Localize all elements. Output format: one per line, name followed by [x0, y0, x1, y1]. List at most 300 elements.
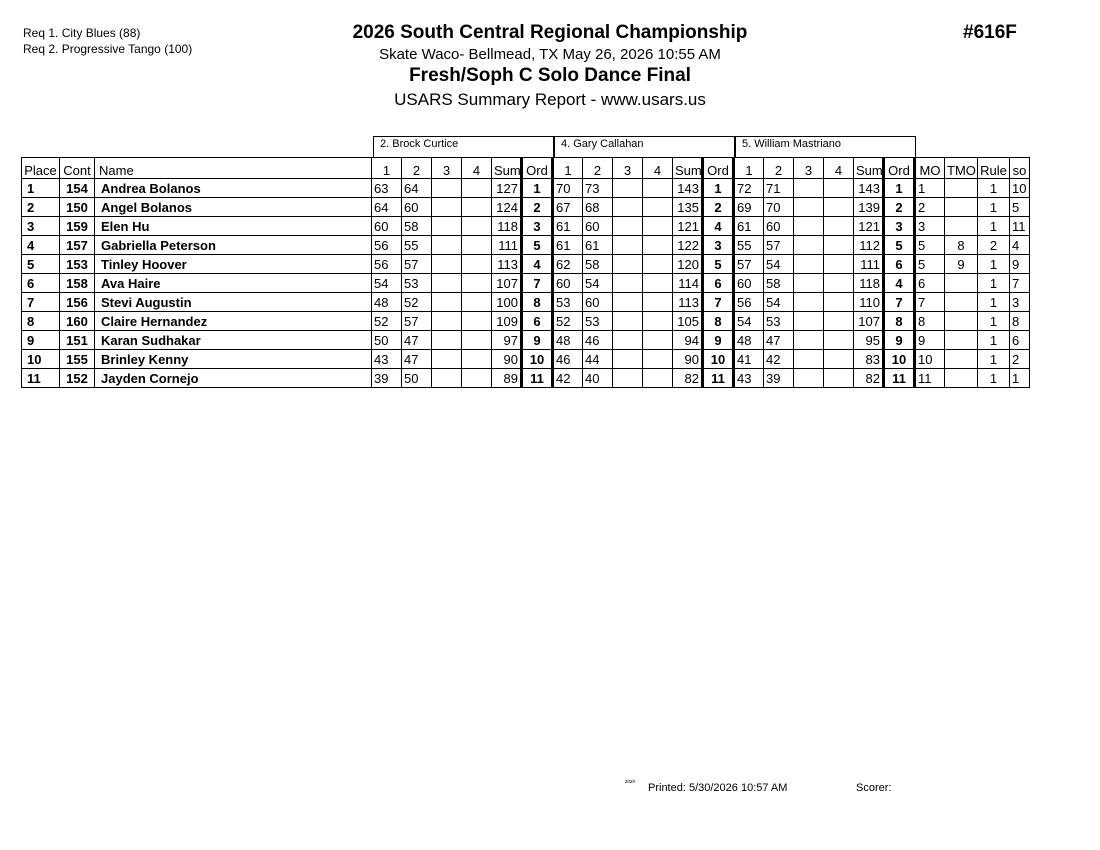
- table-row: [22, 312, 1030, 331]
- judge1-score3-cell: [432, 198, 462, 217]
- rule-cell: 1: [978, 274, 1010, 293]
- judge3-col-4: 4: [824, 158, 854, 179]
- tmo-cell: [945, 274, 978, 293]
- judge2-sum-cell: 120: [673, 255, 703, 274]
- place-cell: 3: [22, 217, 60, 236]
- judge3-score2-cell: 54: [764, 255, 794, 274]
- judge3-score4-cell: [824, 369, 854, 388]
- judge3-score4-cell: [824, 179, 854, 198]
- judge2-score3-cell: [613, 350, 643, 369]
- judge1-sum-cell: 118: [492, 217, 522, 236]
- tmo-cell: [945, 369, 978, 388]
- judge2-sum-cell: 121: [673, 217, 703, 236]
- printed-timestamp: Printed: 5/30/2026 10:57 AM: [648, 782, 788, 794]
- judge2-score2-cell: 58: [583, 255, 613, 274]
- mo-cell: 11: [915, 369, 945, 388]
- col-tmo: TMO: [945, 158, 978, 179]
- judge2-score1-cell: 61: [553, 217, 583, 236]
- judge2-sum-cell: 113: [673, 293, 703, 312]
- judge2-score1-cell: 48: [553, 331, 583, 350]
- judge1-score1-cell: 43: [372, 350, 402, 369]
- tmo-cell: 8: [945, 236, 978, 255]
- mo-cell: 9: [915, 331, 945, 350]
- rule-cell: 1: [978, 331, 1010, 350]
- judge2-col-3: 3: [613, 158, 643, 179]
- judge1-score1-cell: 56: [372, 236, 402, 255]
- judge1-score1-cell: 64: [372, 198, 402, 217]
- place-cell: 10: [22, 350, 60, 369]
- judge1-score3-cell: [432, 369, 462, 388]
- judge3-score4-cell: [824, 198, 854, 217]
- judge2-score4-cell: [643, 293, 673, 312]
- contestant-number-cell: 150: [60, 198, 95, 217]
- judge3-ordinal-cell: 9: [884, 331, 915, 350]
- report-title: USARS Summary Report - www.usars.us: [394, 90, 706, 109]
- judge2-col-2: 2: [583, 158, 613, 179]
- judge2-ordinal-cell: 5: [703, 255, 734, 274]
- judge1-score2-cell: 52: [402, 293, 432, 312]
- judge2-score3-cell: [613, 236, 643, 255]
- place-cell: 2: [22, 198, 60, 217]
- judge2-score4-cell: [643, 255, 673, 274]
- judge1-sum-cell: 90: [492, 350, 522, 369]
- judge2-col-4: 4: [643, 158, 673, 179]
- results-table: [21, 157, 1030, 388]
- judge2-ordinal-cell: 4: [703, 217, 734, 236]
- judge3-ordinal-cell: 2: [884, 198, 915, 217]
- contestant-number-cell: 152: [60, 369, 95, 388]
- judge2-score4-cell: [643, 369, 673, 388]
- judge1-ordinal-cell: 10: [522, 350, 553, 369]
- judge1-col-sum: Sum: [492, 158, 522, 179]
- judge1-sum-cell: 113: [492, 255, 522, 274]
- mo-cell: 7: [915, 293, 945, 312]
- table-row: [22, 198, 1030, 217]
- judge1-score4-cell: [462, 217, 492, 236]
- judge3-col-2: 2: [764, 158, 794, 179]
- judge3-col-3: 3: [794, 158, 824, 179]
- judge3-score3-cell: [794, 369, 824, 388]
- so-cell: 1: [1010, 369, 1030, 388]
- judge2-score1-cell: 46: [553, 350, 583, 369]
- judge2-sum-cell: 143: [673, 179, 703, 198]
- judge2-ordinal-cell: 2: [703, 198, 734, 217]
- judge1-score1-cell: 56: [372, 255, 402, 274]
- contestant-number-cell: 160: [60, 312, 95, 331]
- judge3-score3-cell: [794, 198, 824, 217]
- judge2-score4-cell: [643, 179, 673, 198]
- tmo-cell: [945, 350, 978, 369]
- judge2-score2-cell: 40: [583, 369, 613, 388]
- judge3-sum-cell: 118: [854, 274, 884, 293]
- judge3-score4-cell: [824, 217, 854, 236]
- judge1-score4-cell: [462, 312, 492, 331]
- judge2-sum-cell: 94: [673, 331, 703, 350]
- judge2-score3-cell: [613, 312, 643, 331]
- judge2-score2-cell: 54: [583, 274, 613, 293]
- judge1-score1-cell: 48: [372, 293, 402, 312]
- mo-cell: 2: [915, 198, 945, 217]
- mo-cell: 6: [915, 274, 945, 293]
- tmo-cell: [945, 293, 978, 312]
- judge1-score2-cell: 53: [402, 274, 432, 293]
- place-cell: 1: [22, 179, 60, 198]
- rule-cell: 1: [978, 217, 1010, 236]
- judge2-sum-cell: 105: [673, 312, 703, 331]
- col-contestant: Cont: [60, 158, 95, 179]
- skater-name-cell: Claire Hernandez: [95, 312, 372, 331]
- judge3-sum-cell: 110: [854, 293, 884, 312]
- judge3-sum-cell: 112: [854, 236, 884, 255]
- judge3-score4-cell: [824, 331, 854, 350]
- judge2-score3-cell: [613, 255, 643, 274]
- judge3-score3-cell: [794, 255, 824, 274]
- judge2-score3-cell: [613, 274, 643, 293]
- judge3-score2-cell: 42: [764, 350, 794, 369]
- judge1-score2-cell: 57: [402, 255, 432, 274]
- judge2-sum-cell: 122: [673, 236, 703, 255]
- tmo-cell: [945, 217, 978, 236]
- judge3-score4-cell: [824, 236, 854, 255]
- judge2-ordinal-cell: 1: [703, 179, 734, 198]
- place-cell: 11: [22, 369, 60, 388]
- table-row: [22, 350, 1030, 369]
- footer-mark: ²⁰²⁰: [625, 780, 636, 787]
- judge1-ordinal-cell: 7: [522, 274, 553, 293]
- rule-cell: 1: [978, 350, 1010, 369]
- so-cell: 5: [1010, 198, 1030, 217]
- judge1-score1-cell: 60: [372, 217, 402, 236]
- judge3-score4-cell: [824, 312, 854, 331]
- event-title: Fresh/Soph C Solo Dance Final: [409, 65, 691, 86]
- judge3-sum-cell: 83: [854, 350, 884, 369]
- mo-cell: 5: [915, 236, 945, 255]
- table-row: [22, 331, 1030, 350]
- judge3-score3-cell: [794, 312, 824, 331]
- judge2-sum-cell: 82: [673, 369, 703, 388]
- judge2-score2-cell: 44: [583, 350, 613, 369]
- so-cell: 9: [1010, 255, 1030, 274]
- judge3-score1-cell: 43: [734, 369, 764, 388]
- judge3-score2-cell: 54: [764, 293, 794, 312]
- judge3-score4-cell: [824, 274, 854, 293]
- judge1-ordinal-cell: 9: [522, 331, 553, 350]
- table-row: [22, 369, 1030, 388]
- judge1-sum-cell: 100: [492, 293, 522, 312]
- judge3-ordinal-cell: 5: [884, 236, 915, 255]
- judge1-score1-cell: 39: [372, 369, 402, 388]
- judge1-score3-cell: [432, 331, 462, 350]
- judge3-score3-cell: [794, 274, 824, 293]
- judge3-sum-cell: 121: [854, 217, 884, 236]
- judge1-ordinal-cell: 1: [522, 179, 553, 198]
- judge1-sum-cell: 111: [492, 236, 522, 255]
- judge3-score3-cell: [794, 217, 824, 236]
- rule-cell: 1: [978, 312, 1010, 331]
- col-so: so: [1010, 158, 1030, 179]
- mo-cell: 1: [915, 179, 945, 198]
- judge2-score1-cell: 61: [553, 236, 583, 255]
- judge3-score2-cell: 39: [764, 369, 794, 388]
- judge1-score1-cell: 50: [372, 331, 402, 350]
- skater-name-cell: Gabriella Peterson: [95, 236, 372, 255]
- judge2-ordinal-cell: 3: [703, 236, 734, 255]
- judge2-score1-cell: 52: [553, 312, 583, 331]
- judge2-score1-cell: 42: [553, 369, 583, 388]
- judge1-score4-cell: [462, 255, 492, 274]
- judge1-score4-cell: [462, 331, 492, 350]
- judge1-sum-cell: 109: [492, 312, 522, 331]
- required-dance-2: Req 2. Progressive Tango (100): [23, 42, 193, 56]
- judge2-score4-cell: [643, 236, 673, 255]
- judge1-col-4: 4: [462, 158, 492, 179]
- contestant-number-cell: 151: [60, 331, 95, 350]
- contestant-number-cell: 154: [60, 179, 95, 198]
- judge1-score2-cell: 57: [402, 312, 432, 331]
- judge1-col-ord: Ord: [522, 158, 553, 179]
- judge1-score2-cell: 50: [402, 369, 432, 388]
- competition-title: 2026 South Central Regional Championship: [352, 22, 748, 43]
- contestant-number-cell: 156: [60, 293, 95, 312]
- judge3-score1-cell: 41: [734, 350, 764, 369]
- judge1-score4-cell: [462, 236, 492, 255]
- mo-cell: 8: [915, 312, 945, 331]
- judge1-ordinal-cell: 3: [522, 217, 553, 236]
- judge3-col-sum: Sum: [854, 158, 884, 179]
- judge3-sum-cell: 107: [854, 312, 884, 331]
- judge1-col-2: 2: [402, 158, 432, 179]
- table-row: [22, 179, 1030, 198]
- judge1-ordinal-cell: 5: [522, 236, 553, 255]
- judge2-score4-cell: [643, 198, 673, 217]
- judge1-sum-cell: 97: [492, 331, 522, 350]
- contestant-number-cell: 158: [60, 274, 95, 293]
- judge3-score2-cell: 71: [764, 179, 794, 198]
- judge3-score2-cell: 47: [764, 331, 794, 350]
- judge3-score2-cell: 53: [764, 312, 794, 331]
- judge3-sum-cell: 143: [854, 179, 884, 198]
- judge2-score2-cell: 53: [583, 312, 613, 331]
- judge1-ordinal-cell: 6: [522, 312, 553, 331]
- judge3-score4-cell: [824, 350, 854, 369]
- rule-cell: 1: [978, 179, 1010, 198]
- judge3-ordinal-cell: 4: [884, 274, 915, 293]
- judge2-score1-cell: 67: [553, 198, 583, 217]
- judge2-score3-cell: [613, 198, 643, 217]
- judge1-col-1: 1: [372, 158, 402, 179]
- rule-cell: 2: [978, 236, 1010, 255]
- mo-cell: 3: [915, 217, 945, 236]
- contestant-number-cell: 153: [60, 255, 95, 274]
- so-cell: 2: [1010, 350, 1030, 369]
- so-cell: 11: [1010, 217, 1030, 236]
- place-cell: 6: [22, 274, 60, 293]
- table-row: [22, 255, 1030, 274]
- judge1-score3-cell: [432, 312, 462, 331]
- judge1-ordinal-cell: 2: [522, 198, 553, 217]
- table-row: [22, 236, 1030, 255]
- judge1-sum-cell: 124: [492, 198, 522, 217]
- table-row: [22, 217, 1030, 236]
- judge3-score1-cell: 56: [734, 293, 764, 312]
- place-cell: 8: [22, 312, 60, 331]
- col-mo: MO: [915, 158, 945, 179]
- judge3-score1-cell: 69: [734, 198, 764, 217]
- judge3-score2-cell: 60: [764, 217, 794, 236]
- table-row: [22, 293, 1030, 312]
- judge2-score3-cell: [613, 293, 643, 312]
- judge3-ordinal-cell: 11: [884, 369, 915, 388]
- so-cell: 6: [1010, 331, 1030, 350]
- rule-cell: 1: [978, 369, 1010, 388]
- required-dance-1: Req 1. City Blues (88): [23, 26, 141, 40]
- skater-name-cell: Angel Bolanos: [95, 198, 372, 217]
- contestant-number-cell: 155: [60, 350, 95, 369]
- so-cell: 4: [1010, 236, 1030, 255]
- judge1-score4-cell: [462, 274, 492, 293]
- judge2-score2-cell: 73: [583, 179, 613, 198]
- judge2-ordinal-cell: 8: [703, 312, 734, 331]
- judge2-score2-cell: 60: [583, 217, 613, 236]
- judge2-ordinal-cell: 6: [703, 274, 734, 293]
- judge-header-2: 4. Gary Callahan: [554, 136, 735, 157]
- judge3-score1-cell: 61: [734, 217, 764, 236]
- judge1-score2-cell: 58: [402, 217, 432, 236]
- judge2-score4-cell: [643, 274, 673, 293]
- judge1-score4-cell: [462, 198, 492, 217]
- col-name: Name: [95, 158, 372, 179]
- place-cell: 5: [22, 255, 60, 274]
- judge1-sum-cell: 107: [492, 274, 522, 293]
- judge3-ordinal-cell: 8: [884, 312, 915, 331]
- judge2-score3-cell: [613, 331, 643, 350]
- judge3-sum-cell: 111: [854, 255, 884, 274]
- judge2-sum-cell: 114: [673, 274, 703, 293]
- judge3-score2-cell: 70: [764, 198, 794, 217]
- skater-name-cell: Jayden Cornejo: [95, 369, 372, 388]
- so-cell: 10: [1010, 179, 1030, 198]
- judge1-score4-cell: [462, 369, 492, 388]
- skater-name-cell: Elen Hu: [95, 217, 372, 236]
- judge3-ordinal-cell: 6: [884, 255, 915, 274]
- judge3-score1-cell: 72: [734, 179, 764, 198]
- col-rule: Rule: [978, 158, 1010, 179]
- mo-cell: 5: [915, 255, 945, 274]
- tmo-cell: [945, 331, 978, 350]
- table-row: [22, 274, 1030, 293]
- tmo-cell: 9: [945, 255, 978, 274]
- judge2-ordinal-cell: 11: [703, 369, 734, 388]
- judge3-score1-cell: 57: [734, 255, 764, 274]
- judge3-score1-cell: 54: [734, 312, 764, 331]
- skater-name-cell: Brinley Kenny: [95, 350, 372, 369]
- judge3-score3-cell: [794, 293, 824, 312]
- judge3-ordinal-cell: 7: [884, 293, 915, 312]
- judge1-score2-cell: 60: [402, 198, 432, 217]
- judge3-score3-cell: [794, 331, 824, 350]
- judge1-score3-cell: [432, 255, 462, 274]
- so-cell: 8: [1010, 312, 1030, 331]
- judge3-score1-cell: 55: [734, 236, 764, 255]
- mo-cell: 10: [915, 350, 945, 369]
- judge1-score2-cell: 47: [402, 350, 432, 369]
- judge1-score1-cell: 52: [372, 312, 402, 331]
- judge1-sum-cell: 89: [492, 369, 522, 388]
- judge3-ordinal-cell: 1: [884, 179, 915, 198]
- judge2-score1-cell: 62: [553, 255, 583, 274]
- skater-name-cell: Stevi Augustin: [95, 293, 372, 312]
- judge1-score3-cell: [432, 179, 462, 198]
- judge1-score3-cell: [432, 217, 462, 236]
- judge2-col-sum: Sum: [673, 158, 703, 179]
- judge3-sum-cell: 82: [854, 369, 884, 388]
- judge1-ordinal-cell: 8: [522, 293, 553, 312]
- judge2-score2-cell: 46: [583, 331, 613, 350]
- judge3-col-1: 1: [734, 158, 764, 179]
- skater-name-cell: Andrea Bolanos: [95, 179, 372, 198]
- place-cell: 7: [22, 293, 60, 312]
- judge2-score3-cell: [613, 369, 643, 388]
- judge1-score3-cell: [432, 350, 462, 369]
- judge1-score4-cell: [462, 350, 492, 369]
- contestant-number-cell: 157: [60, 236, 95, 255]
- judge1-score2-cell: 64: [402, 179, 432, 198]
- so-cell: 7: [1010, 274, 1030, 293]
- judge1-score2-cell: 55: [402, 236, 432, 255]
- judge1-ordinal-cell: 11: [522, 369, 553, 388]
- judge2-score1-cell: 70: [553, 179, 583, 198]
- location-date: Skate Waco- Bellmead, TX May 26, 2026 10:55 AM: [379, 46, 721, 63]
- judge1-score3-cell: [432, 274, 462, 293]
- scorer-label: Scorer:: [856, 782, 892, 794]
- judge2-score2-cell: 60: [583, 293, 613, 312]
- judge2-score4-cell: [643, 350, 673, 369]
- judge3-ordinal-cell: 3: [884, 217, 915, 236]
- rule-cell: 1: [978, 293, 1010, 312]
- judge2-score1-cell: 53: [553, 293, 583, 312]
- judge3-sum-cell: 95: [854, 331, 884, 350]
- place-cell: 9: [22, 331, 60, 350]
- judge3-score4-cell: [824, 293, 854, 312]
- judge3-score1-cell: 60: [734, 274, 764, 293]
- judge2-score3-cell: [613, 179, 643, 198]
- judge2-sum-cell: 90: [673, 350, 703, 369]
- judge1-score3-cell: [432, 236, 462, 255]
- col-place: Place: [22, 158, 60, 179]
- judge1-score1-cell: 63: [372, 179, 402, 198]
- judge3-score3-cell: [794, 179, 824, 198]
- judge2-ordinal-cell: 10: [703, 350, 734, 369]
- judge2-col-ord: Ord: [703, 158, 734, 179]
- header-row: [22, 158, 1030, 179]
- judge2-col-1: 1: [553, 158, 583, 179]
- judge3-sum-cell: 139: [854, 198, 884, 217]
- judge1-sum-cell: 127: [492, 179, 522, 198]
- event-number: #616F: [963, 22, 1017, 43]
- skater-name-cell: Karan Sudhakar: [95, 331, 372, 350]
- tmo-cell: [945, 312, 978, 331]
- judge2-ordinal-cell: 9: [703, 331, 734, 350]
- judge3-score2-cell: 57: [764, 236, 794, 255]
- judge2-score4-cell: [643, 312, 673, 331]
- skater-name-cell: Tinley Hoover: [95, 255, 372, 274]
- judge3-col-ord: Ord: [884, 158, 915, 179]
- judge1-score2-cell: 47: [402, 331, 432, 350]
- judge2-score1-cell: 60: [553, 274, 583, 293]
- skater-name-cell: Ava Haire: [95, 274, 372, 293]
- judge2-score3-cell: [613, 217, 643, 236]
- judge1-ordinal-cell: 4: [522, 255, 553, 274]
